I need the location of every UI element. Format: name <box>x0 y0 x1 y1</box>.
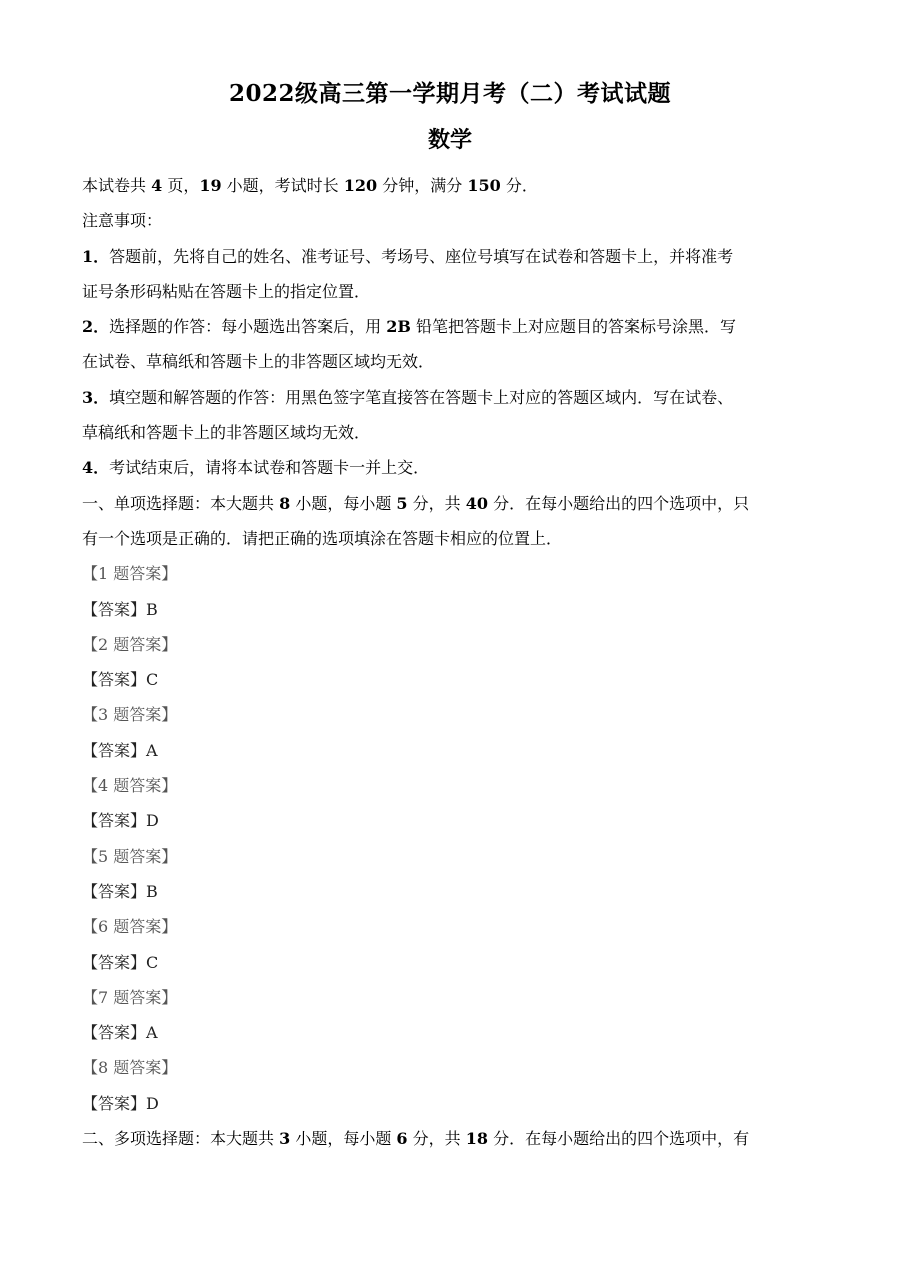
notice-number: 4． <box>82 458 110 478</box>
section-text: 分，共 <box>407 493 466 513</box>
notice-text: 考试结束后，请将本试卷和答题卡一并上交． <box>109 458 430 478</box>
notice-text: 填空题和解答题的作答：用黑色签字笔直接答在答题卡上对应的答题区域内．写在试卷、 <box>109 387 734 407</box>
answer-value: 【答案】A <box>82 740 158 760</box>
section-count: 8 <box>279 493 291 513</box>
section-text: 小题，每小题 <box>290 1129 397 1149</box>
answer-value: 【答案】C <box>82 670 159 690</box>
answer-header: 【8 题答案】 <box>82 1058 178 1078</box>
section-each-score: 5 <box>396 493 408 513</box>
notice-3-line-2: 草稿纸和答题卡上的非答题区域均无效． <box>82 423 371 443</box>
section-text: 小题，每小题 <box>290 493 397 513</box>
answer-value: 【答案】D <box>82 1093 159 1113</box>
intro-text: 分钟，满分 <box>377 176 468 195</box>
exam-intro <box>82 168 822 203</box>
answer-value: 【答案】B <box>82 599 158 619</box>
notice-pencil-type: 2B <box>386 317 411 337</box>
answer-value: 【答案】B <box>82 881 158 901</box>
section-text: 分．在每小题给出的四个选项中，只 <box>488 493 750 513</box>
intro-score: 150 <box>467 176 501 195</box>
notice-2-line-2: 在试卷、草稿纸和答题卡上的非答题区域均无效． <box>82 352 435 372</box>
notice-text: 选择题的作答：每小题选出答案后，用 <box>109 317 387 337</box>
answer-header: 【7 题答案】 <box>82 987 178 1007</box>
notice-number: 1． <box>82 246 110 266</box>
section-text: 分．在每小题给出的四个选项中，有 <box>488 1129 750 1149</box>
section-text: 二、多项选择题：本大题共 <box>82 1129 280 1149</box>
notice-2-line-1 <box>82 309 822 344</box>
section-total-score: 18 <box>465 1129 489 1149</box>
intro-questions: 19 <box>199 176 222 195</box>
answer-header: 【2 题答案】 <box>82 634 178 654</box>
section-text: 分，共 <box>407 1129 466 1149</box>
intro-text: 页， <box>162 176 200 195</box>
section-1-heading-line-1 <box>82 486 822 521</box>
answer-header: 【1 题答案】 <box>82 564 178 584</box>
notice-4-line-1 <box>82 450 822 485</box>
answer-header: 【6 题答案】 <box>82 917 178 937</box>
answer-value: 【答案】C <box>82 952 159 972</box>
section-each-score: 6 <box>396 1129 408 1149</box>
intro-minutes: 120 <box>343 176 378 195</box>
intro-pages: 4 <box>151 176 163 195</box>
intro-text: 分． <box>500 176 538 195</box>
notice-text: 铅笔把答题卡上对应题目的答案标号涂黑．写 <box>410 317 736 337</box>
notice-number: 3． <box>82 387 110 407</box>
exam-subject: 数学 <box>427 127 472 153</box>
exam-title: 2022级高三第一学期月考（二）考试试题 <box>228 80 671 107</box>
answer-value: 【答案】A <box>82 1023 158 1043</box>
notice-text: 答题前，先将自己的姓名、准考证号、考场号、座位号填写在试卷和答题卡上，并将准考 <box>109 246 734 266</box>
notice-label: 注意事项： <box>82 211 163 231</box>
section-2-heading-line-1 <box>82 1121 822 1156</box>
answer-header: 【4 题答案】 <box>82 776 178 796</box>
document-body <box>82 168 822 1156</box>
intro-text: 小题，考试时长 <box>221 176 344 195</box>
notice-1-line-2: 证号条形码粘贴在答题卡上的指定位置． <box>82 281 371 301</box>
answer-value: 【答案】D <box>82 811 159 831</box>
section-1-heading-line-2: 有一个选项是正确的．请把正确的选项填涂在答题卡相应的位置上． <box>82 528 563 548</box>
section-text: 一、单项选择题：本大题共 <box>82 493 280 513</box>
intro-text: 本试卷共 <box>82 176 152 195</box>
answer-header: 【3 题答案】 <box>82 705 178 725</box>
section-total-score: 40 <box>465 493 489 513</box>
notice-number: 2． <box>82 317 110 337</box>
notice-3-line-1 <box>82 380 822 415</box>
answer-header: 【5 题答案】 <box>82 846 178 866</box>
section-count: 3 <box>279 1129 291 1149</box>
notice-1-line-1 <box>82 239 822 274</box>
